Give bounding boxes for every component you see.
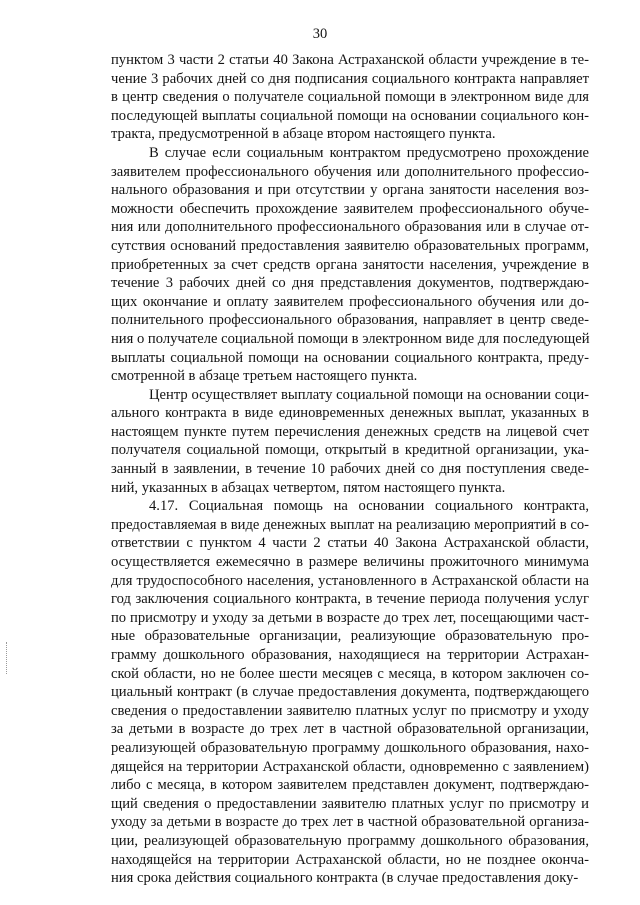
text-line: реализующей образовательную программу дошкольного образования, нахо- <box>111 739 589 756</box>
text-line: ния о получателе социальной помощи в электронном виде для последующей <box>111 330 590 347</box>
text-line: за детьми в возрасте до трех лет в частной образовательной организации, <box>111 721 589 738</box>
text-line: находящейся на территории Астраханской области, но не позднее оконча- <box>111 851 589 868</box>
text-line: нального образования и при отсутствии у органа занятости населения воз- <box>111 182 589 199</box>
text-line: смотренной в абзаце третьем настоящего пункта. <box>111 368 418 385</box>
text-line: в центр сведения о получателе социальной помощи в электронном виде для <box>111 89 589 106</box>
text-line: щих окончание и оплату заявителем профессионального обучения или до- <box>111 293 589 310</box>
text-line: тракта, предусмотренной в абзаце втором настоящего пункта. <box>111 126 496 143</box>
text-line: сведения о предоставлении заявителю платных услуг по присмотру и уходу <box>111 702 589 719</box>
text-line: В случае если социальным контрактом предусмотрено прохождение <box>149 144 589 161</box>
text-line: занный в заявлении, в течение 10 рабочих дней со дня поступления сведе- <box>111 461 589 478</box>
text-line: сутствия оснований предоставления заявителю образовательных программ, <box>111 237 589 254</box>
paragraph <box>111 497 589 887</box>
text-line: уходу за детьми в возрасте до трех лет в частной образовательной организа- <box>111 814 589 831</box>
text-line: полнительного профессионального образования, направляет в центр сведе- <box>111 312 589 329</box>
text-line: ний, указанных в абзацах четвертом, пятом настоящего пункта. <box>111 479 506 496</box>
text-line: получателя социальной помощи, открытый в кредитной организации, ука- <box>111 442 589 459</box>
text-line: предоставляемая в виде денежных выплат на реализацию мероприятий в со- <box>111 516 589 533</box>
paragraph <box>111 386 589 498</box>
text-line: год заключения социального контракта, в течение периода получения услуг <box>111 591 589 608</box>
text-line: либо с месяца, в котором заявителем представлен документ, подтверждаю- <box>111 777 589 794</box>
text-line: настоящем пункте путем перечисления денежных средств на лицевой счет <box>111 423 589 440</box>
text-line: выплаты социальной помощи на основании социального контракта, преду- <box>111 349 589 366</box>
text-line: Центр осуществляет выплату социальной помощи на основании соци- <box>149 386 589 403</box>
text-line: последующей выплаты социальной помощи на основании социального кон- <box>111 107 589 124</box>
text-line: щий сведения о предоставлении заявителю платных услуг по присмотру и <box>111 795 589 812</box>
paragraph <box>111 51 589 144</box>
text-line: можности обеспечить прохождение заявителем профессионального обуче- <box>111 200 589 217</box>
page-number: 30 <box>312 26 328 42</box>
text-line: ные образовательные организации, реализующие образовательную про- <box>111 628 589 645</box>
text-line: пунктом 3 части 2 статьи 40 Закона Астраханской области учреждение в те- <box>111 52 589 68</box>
text-line: ской области, но не более шести месяцев с месяца, в котором заключен со- <box>111 665 589 682</box>
text-line: дящейся на территории Астраханской области, одновременно с заявлением) <box>111 758 589 775</box>
text-line: ния или дополнительного профессионального образования или в случае от- <box>111 219 589 236</box>
text-line: чение 3 рабочих дней со дня подписания социального контракта направляет <box>111 70 589 87</box>
text-line: ния срока действия социального контракта (в случае предоставления доку- <box>111 870 579 887</box>
text-line: заявителем профессионального обучения или дополнительного профессио- <box>111 163 589 180</box>
text-line: по присмотру и уходу за детьми в возрасте до трех лет, посещающими част- <box>111 609 589 626</box>
text-line: грамму дошкольного образования, находящиеся на территории Астрахан- <box>111 647 589 663</box>
paragraph <box>111 144 589 386</box>
text-line: ции, реализующей образовательную программу дошкольного образования, <box>111 832 589 849</box>
document-body <box>111 51 589 888</box>
text-line: для трудоспособного населения, установленного в Астраханской области на <box>111 572 589 589</box>
text-line: ального контракта в виде единовременных денежных выплат, указанных в <box>111 405 589 422</box>
text-line: 4.17. Социальная помощь на основании социального контракта, <box>149 498 589 515</box>
text-line: ответствии с пунктом 4 части 2 статьи 40 Закона Астраханской области, <box>111 535 589 552</box>
text-line: течение 3 рабочих дней со дня представления документов, подтверждаю- <box>111 275 589 292</box>
text-line: осуществляется ежемесячно в размере величины прожиточного минимума <box>111 554 589 571</box>
text-line: циальный контракт (в случае предоставления документа, подтверждающего <box>111 684 589 701</box>
text-line: приобретенных за счет средств органа занятости населения, учреждение в <box>111 256 589 273</box>
scan-margin-mark <box>6 642 8 674</box>
